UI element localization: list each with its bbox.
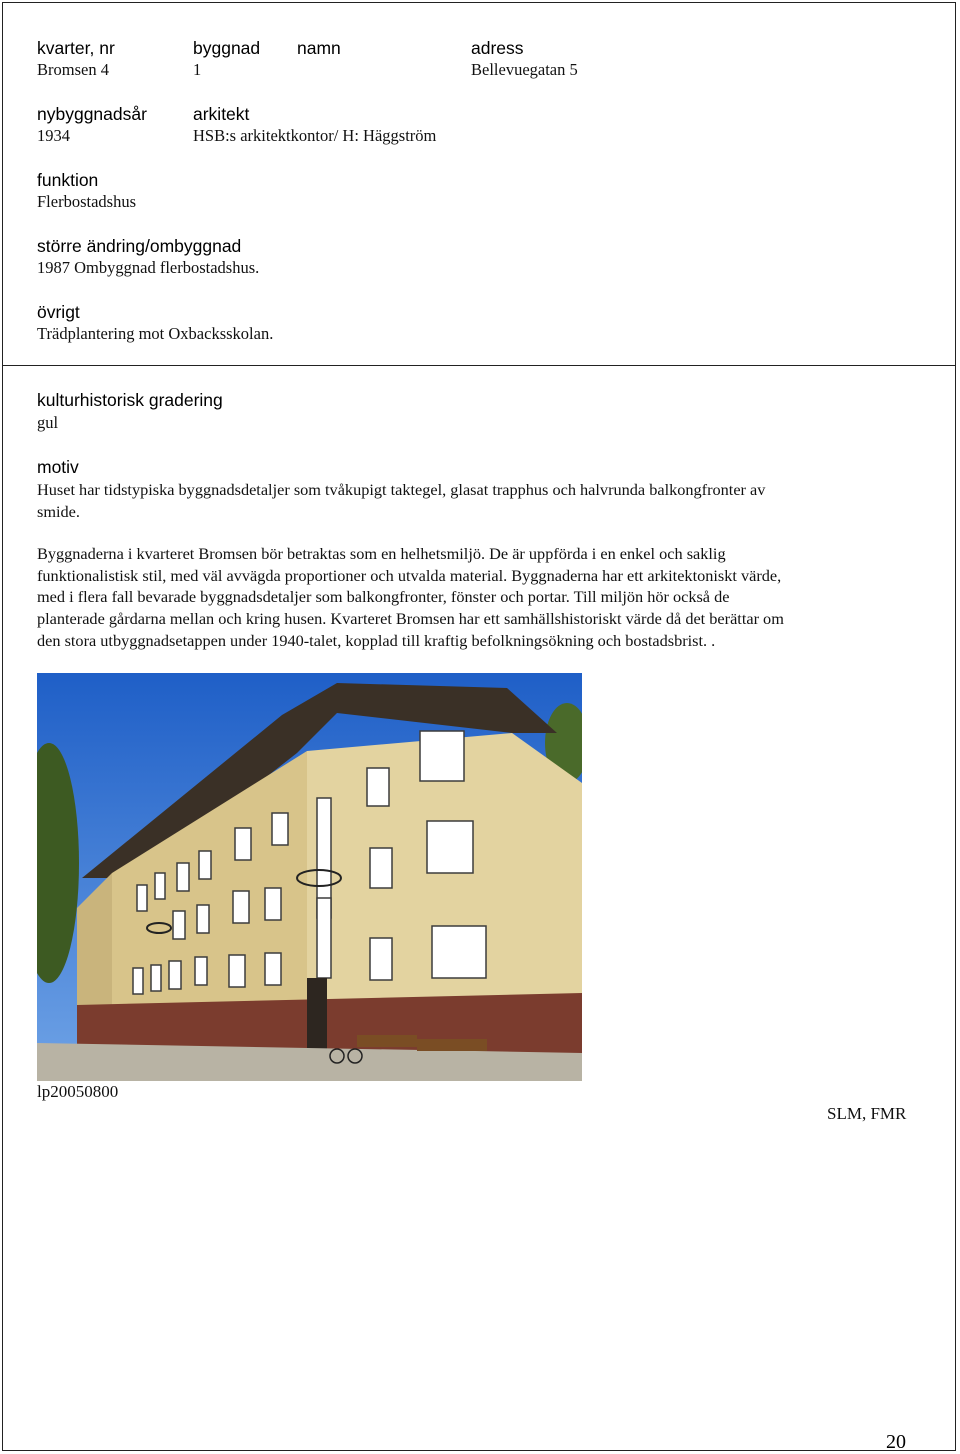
building-photo: [37, 673, 582, 1081]
byggnad-label: byggnad: [193, 38, 261, 58]
funktion-value: Flerbostadshus: [37, 192, 136, 211]
gradering-value: gul: [37, 413, 59, 432]
funktion-label: funktion: [37, 170, 99, 190]
motiv-label: motiv: [37, 457, 79, 477]
photo-credit: SLM, FMR: [827, 1104, 907, 1123]
motiv-p2-line: funktionalistisk stil, med väl avvägda proportioner och utvalda material. Byggnaderna har ett arkitektoniskt värde,: [37, 565, 782, 585]
page-number: 20: [886, 1431, 906, 1453]
nybyggnadsar-label: nybyggnadsår: [37, 104, 147, 124]
motiv-paragraph-2: [37, 543, 917, 652]
kvarter-value: Bromsen 4: [37, 60, 109, 79]
ovrigt-value: Trädplantering mot Oxbacksskolan.: [37, 324, 274, 343]
kvarter-label: kvarter, nr: [37, 38, 115, 58]
nybyggnadsar-value: 1934: [37, 126, 70, 145]
motiv-paragraph-1: [37, 479, 917, 522]
motiv-p2-line: planterade gårdarna mellan och kring husen. Kvarteret Bromsen har ett samhällshistoriskt värde då det berättar om: [37, 609, 784, 629]
arkitekt-value: HSB:s arkitektkontor/ H: Häggström: [193, 126, 437, 145]
ovrigt-label: övrigt: [37, 302, 80, 322]
motiv-p2-line: den stora utbyggnadsetappen under 1940-talet, kopplad till kraftig befolkningsökning och bostadsbrist. .: [37, 630, 716, 650]
motiv-p1-line: smide.: [37, 501, 80, 521]
motiv-p1-line: Huset har tidstypiska byggnadsdetaljer som tvåkupigt taktegel, glasat trapphus och halvrunda balkongfronter av: [37, 480, 766, 499]
adress-value: Bellevuegatan 5: [471, 60, 578, 79]
photo-id: lp20050800: [37, 1082, 119, 1101]
gradering-label: kulturhistorisk gradering: [37, 390, 223, 410]
namn-label: namn: [297, 38, 341, 58]
arkitekt-label: arkitekt: [193, 104, 250, 124]
motiv-p2-line: Byggnaderna i kvarteret Bromsen bör betraktas som en helhetsmiljö. De är uppförda i en enkel och saklig: [37, 544, 726, 563]
motiv-p2-line: med i flera fall bevarade byggnadsdetaljer som balkongfronter, fönster och portar. Till miljön hör också de: [37, 587, 730, 607]
byggnad-value: 1: [193, 60, 202, 79]
andring-value: 1987 Ombyggnad flerbostadshus.: [37, 258, 260, 277]
andring-label: större ändring/ombyggnad: [37, 236, 242, 256]
adress-label: adress: [471, 38, 524, 58]
